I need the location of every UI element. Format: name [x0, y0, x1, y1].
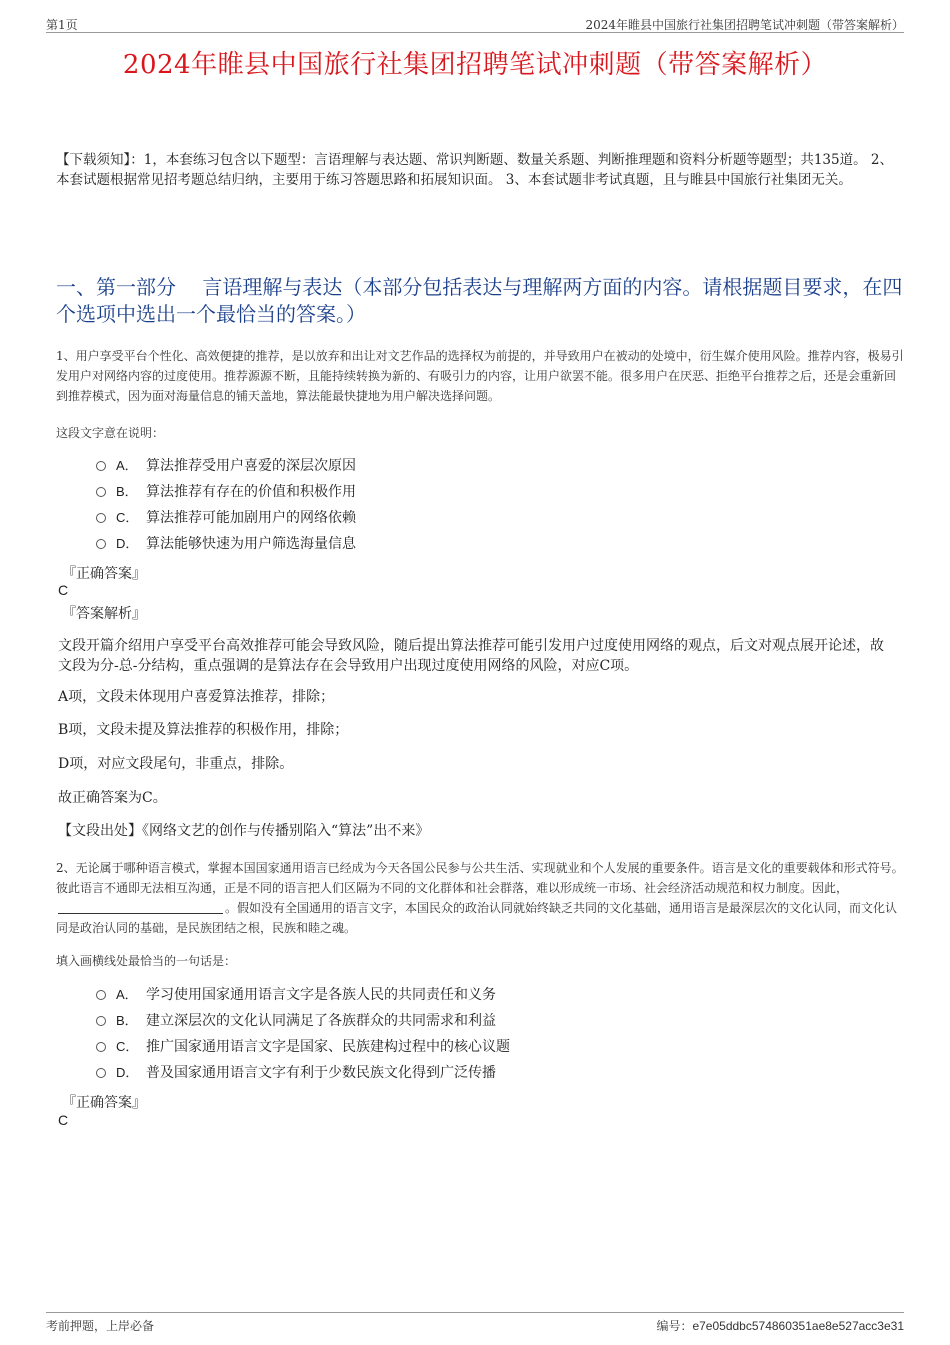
radio-icon[interactable] [96, 513, 106, 523]
question-1-text: 1、用户享受平台个性化、高效便捷的推荐，是以放弃和出让对文艺作品的选择权为前提的，并导致用户在被动的处境中，衍生媒介使用风险。推荐内容，极易引发用户对网络内容的过度使用。推荐源源不断，且能持续转换为新的、有吸引力的内容，让用户欲罢不能。很多用户在厌恶、拒绝平台推荐之后，还是会重新回到推荐模式，因为面对海量信息的铺天盖地，算法能最快捷地为用户解决选择问题。 [56, 349, 904, 403]
radio-icon[interactable] [96, 461, 106, 471]
q1-analysis-label: 『答案解析』 [62, 606, 146, 622]
download-notice: 【下载须知】：1，本套练习包含以下题型：言语理解与表达题、常识判断题、数量关系题、判断推理题和资料分析题等题型；共135道。 2、本套试题根据常见招考题总结归纳，主要用于练习答题思路和拓展知识面。 3、本套试题非考试真题，且与睢县中国旅行社集团无关。 [56, 152, 893, 188]
q1-source: 【文段出处】《网络文艺的创作与传播别陷入“算法”出不来》 [58, 823, 430, 839]
page-footer [46, 1312, 904, 1333]
fill-blank-line [58, 901, 223, 914]
question-1-prompt: 这段文字意在说明： [56, 426, 165, 440]
question-2-text: 2、无论属于哪种语言模式，掌握本国国家通用语言已经成为今天各国公民参与公共生活、实现就业和个人发展的重要条件。语言是文化的重要载体和形式符号。彼此语言不通即无法相互沟通，正是不同的语言把人们区隔为不同的文化群体和社会群落，难以形成统一市场、社会经济活动规范和权力制度。因此，。假如没有全国通用的语言文字，本国民众的政治认同就始终缺乏共同的文化基础，通用语言是最深层次的文化认同，而文化认同是政治认同的基础，是民族团结之根，民族和睦之魂。 [56, 861, 904, 935]
q2-answer-label: 『正确答案』 [62, 1095, 146, 1111]
footer-code: 编号：e7e05ddbc574860351ae8e527acc3e31 [656, 1319, 904, 1333]
question-2-prompt: 填入画横线处最恰当的一句话是： [56, 954, 237, 968]
q2-answer: C [58, 1112, 69, 1128]
section-heading: 一、第一部分 言语理解与表达（本部分包括表达与理解两方面的内容。请根据题目要求，在四个选项中选出一个最恰当的答案。） [56, 275, 903, 326]
radio-icon[interactable] [96, 990, 106, 1000]
q1-answer-label: 『正确答案』 [62, 566, 146, 582]
q1-analysis-paragraph: 文段开篇介绍用户享受平台高效推荐可能会导致风险，随后提出算法推荐可能引发用户过度使用网络的观点，后文对观点展开论述，故文段为分-总-分结构，重点强调的是算法存在会导致用户出现过度使用网络的风险，对应C项。 [58, 638, 884, 674]
q1-analysis-line: A项，文段未体现用户喜爱算法推荐，排除； [58, 689, 335, 705]
radio-icon[interactable] [96, 1068, 106, 1078]
radio-icon[interactable] [96, 1016, 106, 1026]
radio-icon[interactable] [96, 1042, 106, 1052]
page-header [46, 14, 904, 33]
q1-analysis-line: B项，文段未提及算法推荐的积极作用，排除； [58, 722, 349, 738]
q2-option-d[interactable]: D． 普及国家通用语言文字有利于少数民族文化得到广泛传播 [96, 1062, 496, 1084]
q2-option-c[interactable]: C． 推广国家通用语言文字是国家、民族建构过程中的核心议题 [96, 1036, 510, 1058]
radio-icon[interactable] [96, 539, 106, 549]
header-doc-title: 2024年睢县中国旅行社集团招聘笔试冲刺题（带答案解析） [585, 18, 904, 32]
radio-icon[interactable] [96, 487, 106, 497]
page-title: 2024年睢县中国旅行社集团招聘笔试冲刺题（带答案解析） [122, 50, 828, 80]
q1-option-d[interactable]: D． 算法能够快速为用户筛选海量信息 [96, 533, 356, 555]
q1-option-a[interactable]: A． 算法推荐受用户喜爱的深层次原因 [96, 455, 356, 477]
page-number: 第1页 [46, 18, 78, 32]
footer-slogan: 考前押题，上岸必备 [46, 1319, 155, 1333]
q1-option-b[interactable]: B． 算法推荐有存在的价值和积极作用 [96, 481, 356, 503]
q1-analysis-conclusion: 故正确答案为C。 [58, 790, 167, 806]
q1-option-c[interactable]: C． 算法推荐可能加剧用户的网络依赖 [96, 507, 356, 529]
q1-answer: C [58, 582, 69, 598]
q1-analysis-line: D项，对应文段尾句，非重点，排除。 [58, 756, 294, 772]
q2-option-b[interactable]: B． 建立深层次的文化认同满足了各族群众的共同需求和利益 [96, 1010, 496, 1032]
q2-option-a[interactable]: A． 学习使用国家通用语言文字是各族人民的共同责任和义务 [96, 984, 496, 1006]
